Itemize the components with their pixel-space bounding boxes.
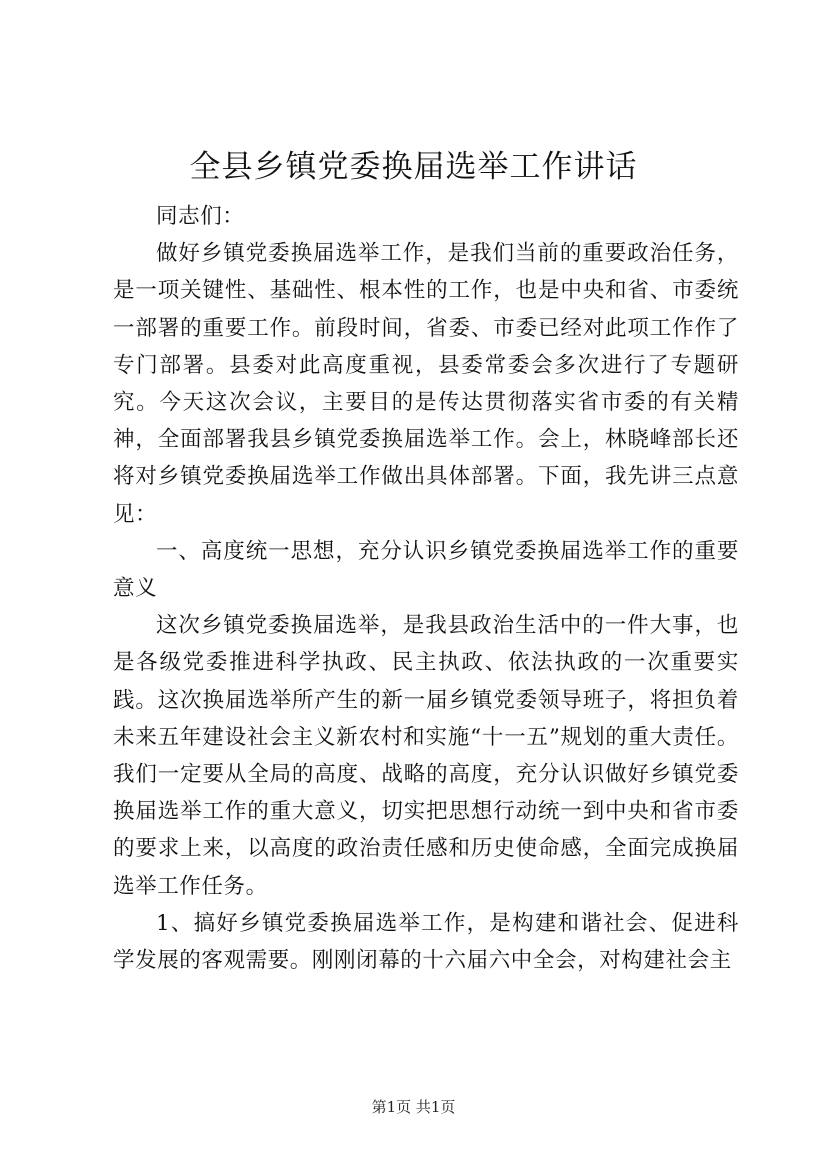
page-footer: 第1页 共1页 bbox=[371, 1098, 456, 1116]
section-paragraph-1: 这次乡镇党委换届选举，是我县政治生活中的一件大事，也是各级党委推进科学执政、民主执政、依法执政的一次重要实践。这次换届选举所产生的新一届乡镇党委领导班子，将担负着未来五年建设社会主义新农村和实施“十一五”规划的重大责任。我们一定要从全局的高度、战略的高度，充分认识做好乡镇党委换届选举工作的重大意义，切实把思想行动统一到中央和省市委的要求上来，以高度的政治责任感和历史使命感，全面完成换届选举工作任务。 bbox=[113, 613, 739, 899]
subsection-paragraph-1: 1、搞好乡镇党委换届选举工作，是构建和谐社会、促进科学发展的客观需要。刚刚闭幕的十六届六中全会，对构建社会主 bbox=[113, 910, 739, 974]
section-heading-1: 一、高度统一思想，充分认识乡镇党委换届选举工作的重要意义 bbox=[113, 538, 739, 602]
document-body bbox=[113, 198, 739, 979]
document-title: 全县乡镇党委换届选举工作讲话 bbox=[189, 149, 638, 185]
intro-paragraph: 做好乡镇党委换届选举工作，是我们当前的重要政治任务，是一项关键性、基础性、根本性的工作，也是中央和省、市委统一部署的重要工作。前段时间，省委、市委已经对此项工作作了专门部署。县委对此高度重视，县委常委会多次进行了专题研究。今天这次会议，主要目的是传达贯彻落实省市委的有关精神，全面部署我县乡镇党委换届选举工作。会上，林晓峰部长还将对乡镇党委换届选举工作做出具体部署。下面，我先讲三点意见： bbox=[113, 241, 739, 527]
greeting-paragraph: 同志们： bbox=[156, 204, 245, 229]
